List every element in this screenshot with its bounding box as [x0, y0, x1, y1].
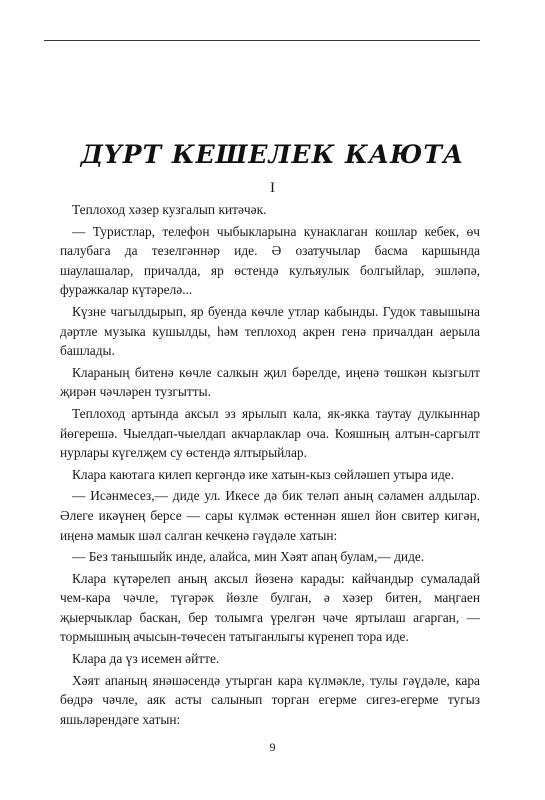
paragraph: — Туристлар, телефон чыбыкларына кунаклаган кошлар кебек, өч палубага да тезелгәннәр иде. Ә озатучылар басма каршында шаулашалар, причалда, яр өстендә кулъяулык болгыйлар, эшләпә, фуражкалар күтәрелә...	[60, 223, 480, 298]
paragraph: Клара да үз исемен әйтте.	[72, 651, 220, 667]
paragraph: Клара күтәрелеп аның аксыл йөзенә карады: кайчандыр сумаладай чем-кара чәчле, түгәрәк йөзле булган, ә хәзер битен, маңгаен җыерчыклар баскан, бер толымга үрелгән чәче яртылаш агарган, — тормышның ачысын-төчесен татыганлыгы күренеп тора иде.	[60, 570, 480, 645]
paragraph: Күзне чагылдырып, яр буенда көчле утлар кабынды. Гудок тавышына дәртле музыка кушылды, һәм теплоход акрен генә причалдан аерыла башлады.	[60, 303, 480, 359]
paragraph: — Без танышыйк инде, алайса, мин Хәят апаң булам,— диде.	[72, 549, 425, 565]
section-number: I	[270, 180, 275, 196]
paragraph: Теплоход хәзер кузгалып китәчәк.	[72, 202, 267, 217]
paragraph: — Исәнмесез,— диде ул. Икесе дә бик теләп аның сәламен алдылар. Әлеге икәүнең берсе — сары күлмәк өстеннән яшел йон свитер кигән, иңенә мамык шәл салган кечкенә гәүдәле хатын:	[60, 488, 480, 543]
chapter-title: ДҮРТ КЕШЕЛЕК КАЮТА	[80, 140, 465, 169]
body-text	[60, 200, 480, 729]
paragraph: Теплоход артында аксыл эз ярылып кала, як-якка таутау дулкыннар йөгерешә. Чыелдап-чыелдап акчарлаклар оча. Кояшның алтын-саргылт нурлары күгелҗем су өстендә ялтырыйлар.	[60, 405, 480, 461]
paragraph: Хәят апаның янәшәсендә утырган кара күлмәкле, тулы гәүдәле, кара бөдрә чәчле, аяк асты салынып торган егерме сигез-егерме тугыз яшьләрендәге хатын:	[60, 672, 480, 727]
top-rule	[44, 40, 480, 41]
page-number: 9	[269, 740, 276, 754]
paragraph: Кларaның битенә көчле салкын җил бәрелде, иңенә төшкән кызгылт җирән чәчләрен тузгытты.	[60, 364, 480, 400]
paragraph: Клара каютага килеп кергәндә ике хатын-кыз сөйләшеп утыра иде.	[72, 466, 455, 482]
